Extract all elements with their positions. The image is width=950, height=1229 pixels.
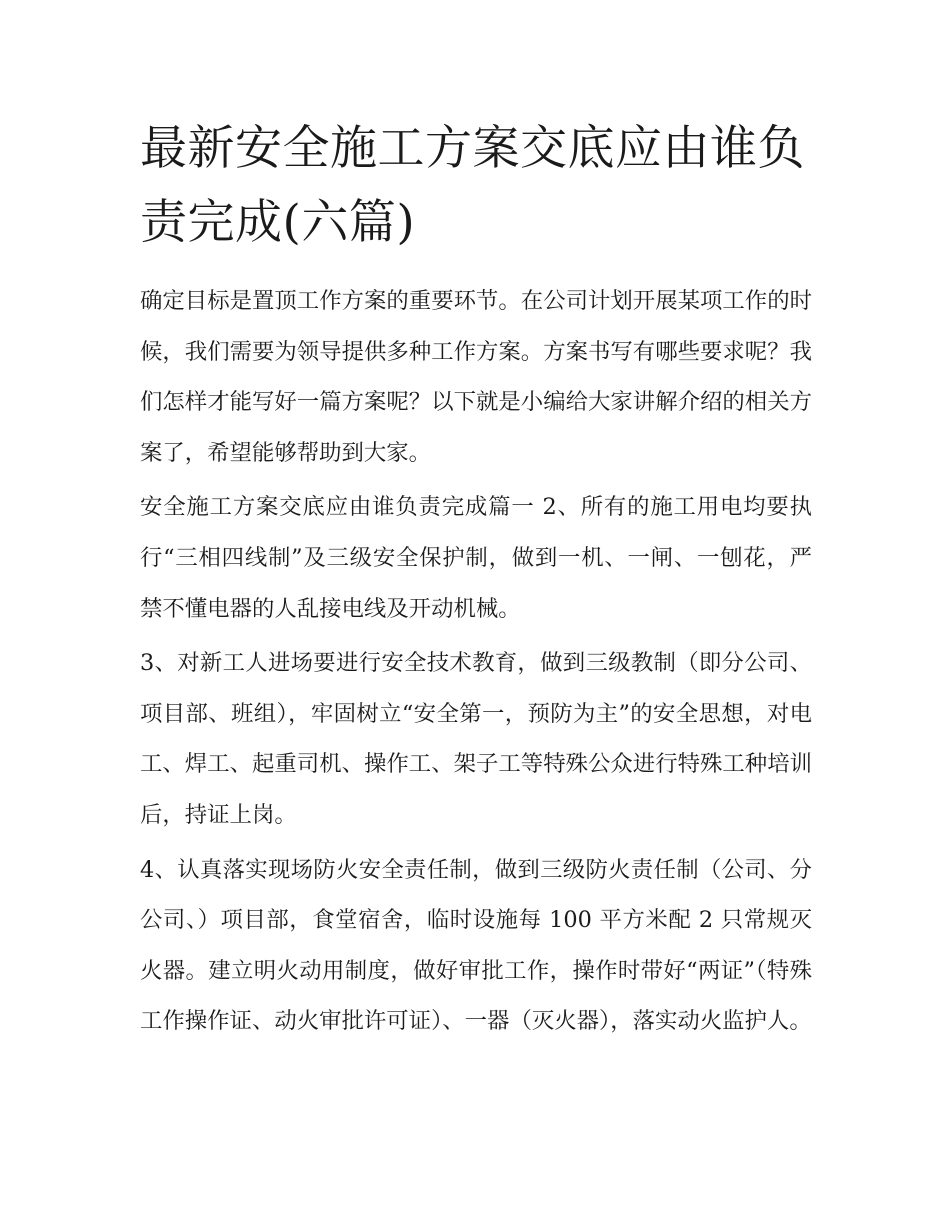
document-body: [140, 276, 812, 1051]
intro-paragraph: 确定目标是置顶工作方案的重要环节。在公司计划开展某项工作的时候，我们需要为领导提供多种工作方案。方案书写有哪些要求呢？我们怎样才能写好一篇方案呢？以下就是小编给大家讲解介绍的相关方案了，希望能够帮助到大家。: [140, 288, 812, 466]
item-3-paragraph: 3、对新工人进场要进行安全技术教育，做到三级教制（即分公司、项目部、班组），牢固树立“安全第一，预防为主”的安全思想，对电工、焊工、起重司机、操作工、架子工等特殊公众进行特殊工种培训后，持证上岗。: [140, 650, 812, 828]
document-title: 最新安全施工方案交底应由谁负责完成(六篇): [140, 121, 805, 250]
item-4-paragraph: 4、认真落实现场防火安全责任制，做到三级防火责任制（公司、分公司、）项目部，食堂宿舍，临时设施每 100 平方米配 2 只常规灭火器。建立明火动用制度，做好审批工作，操作时带好“两证”（特殊工作操作证、动火审批许可证）、一器（灭火器），落实动火监护人。: [140, 856, 812, 1035]
section-one-paragraph: 安全施工方案交底应由谁负责完成篇一 2、所有的施工用电均要执行“三相四线制”及三级安全保护制，做到一机、一闸、一刨花，严禁不懂电器的人乱接电线及开动机械。: [140, 494, 812, 622]
